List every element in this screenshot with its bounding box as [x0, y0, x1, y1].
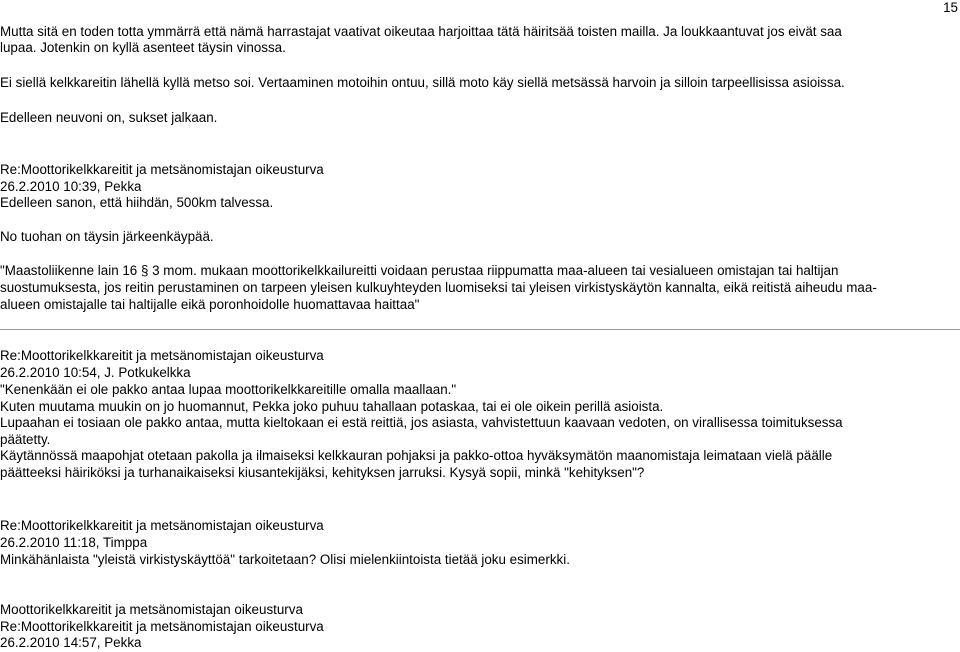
post-quote-line-3: alueen omistajalle tai haltijalle eikä poronhoidolle huomattavaa haittaa": [0, 297, 420, 312]
post-text: Edelleen sanon, että hiihdän, 500km talvessa.: [0, 195, 274, 210]
intro-paragraph-1-line-1: Mutta sitä en toden totta ymmärrä että nämä harrastajat vaativat oikeutaa harjoittaa tätä häiritsää toisten mailla. Ja loukkaantuvat jos eivät saa: [0, 24, 842, 39]
post-text: päätetty.: [0, 432, 51, 447]
intro-paragraph-2: Ei siellä kelkkareitin lähellä kyllä metso soi. Vertaaminen motoihin ontuu, sillä moto käy siellä metsässä harvoin ja silloin tarpeellisissa asioissa.: [0, 75, 845, 90]
divider: [0, 329, 960, 330]
post-title: Re:Moottorikelkkareitit ja metsänomistajan oikeusturva: [0, 619, 324, 634]
post-title: Re:Moottorikelkkareitit ja metsänomistajan oikeusturva: [0, 518, 324, 533]
intro-paragraph-1-line-2: lupaa. Jotenkin on kyllä asenteet täysin vinossa.: [0, 40, 286, 55]
post-text: No tuohan on täysin järkeenkäypää.: [0, 229, 214, 244]
thread-title: Moottorikelkkareitit ja metsänomistajan oikeusturva: [0, 602, 303, 617]
post-text: Minkähänlaista "yleistä virkistyskäyttöä" tarkoitetaan? Olisi mielenkiintoista tietää joku esimerkki.: [0, 552, 570, 567]
post-meta: 26.2.2010 11:18, Timppa: [0, 535, 148, 550]
post-meta: 26.2.2010 10:39, Pekka: [0, 179, 142, 194]
page-number: 15: [943, 0, 958, 15]
post-text: "Kenenkään ei ole pakko antaa lupaa moottorikelkkareitille omalla maallaan.": [0, 382, 457, 397]
post-text: Lupaahan ei tosiaan ole pakko antaa, mutta kieltokaan ei estä reittiä, jos asiasta, vahvistettuun kaavaan vedoten, on virallisessa toimituksessa: [0, 415, 843, 430]
intro-paragraph-3: Edelleen neuvoni on, sukset jalkaan.: [0, 110, 218, 125]
post-text: päätteeksi häiriköksi ja turhanaikaiseksi kiusantekijäksi, kehityksen jarruksi. Kysyä sopii, minkä "kehityksen"?: [0, 465, 645, 480]
post-quote-line-1: "Maastoliikenne lain 16 § 3 mom. mukaan moottorikelkkailureitti voidaan perustaa riippumatta maa-alueen tai vesialueen omistajan tai haltijan: [0, 263, 839, 278]
post-quote-line-2: suostumuksesta, jos reitin perustaminen on tarpeen yleisen kulkuyhteyden luomiseksi tai yleisen virkistyskäytön kannalta, eikä reitistä aiheudu maa-: [0, 280, 877, 295]
post-text: Käytännössä maapohjat otetaan pakolla ja ilmaiseksi kelkkauran pohjaksi ja pakko-ottoa hyväksymätön maanomistaja leimataan vielä päälle: [0, 448, 833, 463]
post-meta: 26.2.2010 10:54, J. Potkukelkka: [0, 365, 191, 380]
post-text: Kuten muutama muukin on jo huomannut, Pekka joko puhuu tahallaan potaskaa, tai ei ole oikein perillä asioista.: [0, 399, 664, 414]
post-meta: 26.2.2010 14:57, Pekka: [0, 635, 142, 650]
post-title: Re:Moottorikelkkareitit ja metsänomistajan oikeusturva: [0, 348, 324, 363]
post-title: Re:Moottorikelkkareitit ja metsänomistajan oikeusturva: [0, 162, 324, 177]
